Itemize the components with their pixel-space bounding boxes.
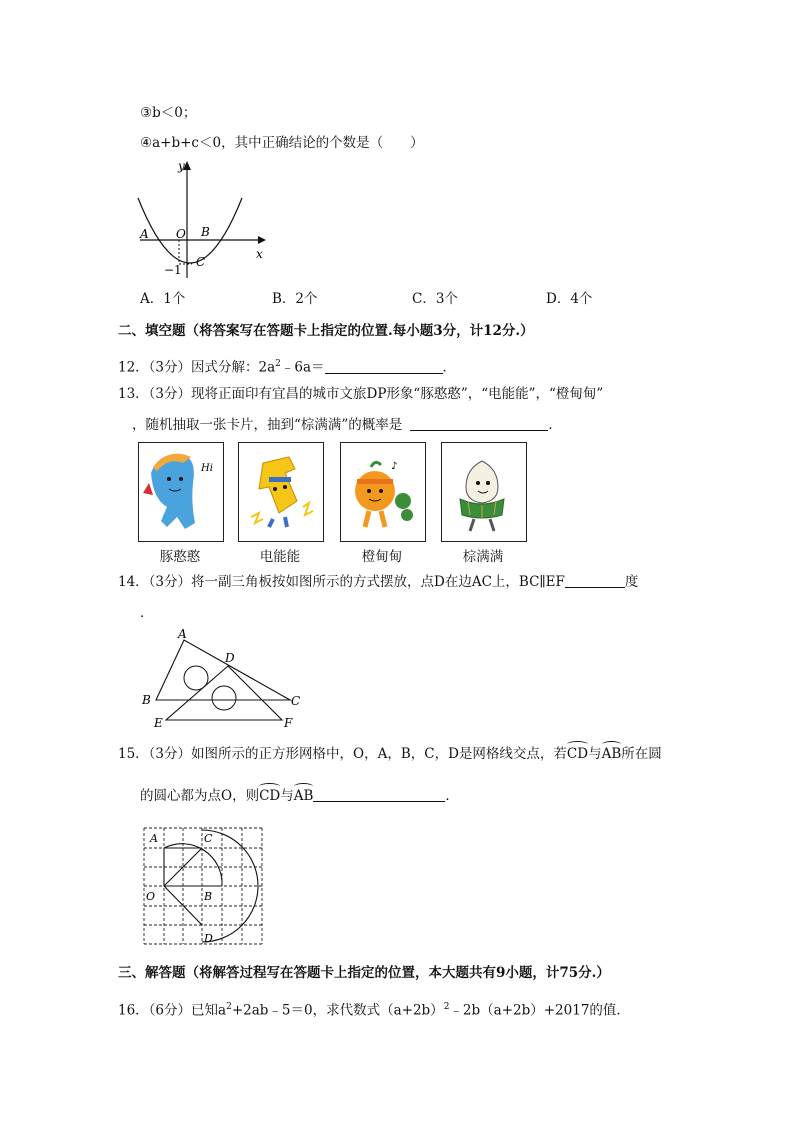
card-dolphin bbox=[138, 442, 224, 542]
q13-line1: 13．（3分）现将正面印有宜昌的城市文旅DP形象“豚憨憨”，“电能能”，“橙甸甸” bbox=[118, 386, 604, 402]
svg-text:D: D bbox=[225, 651, 235, 665]
svg-text:F: F bbox=[284, 716, 293, 730]
q15-line2: 的圆心都为点O，则CD与AB ． bbox=[140, 788, 459, 804]
q15-answer-blank bbox=[313, 787, 445, 802]
svg-text:C: C bbox=[204, 832, 213, 845]
card-orange bbox=[340, 442, 426, 542]
q11-option-a: A．1个 bbox=[140, 291, 186, 307]
point-A-label: A bbox=[140, 227, 149, 241]
q14-line1: 14．（3分）将一副三角板按如图所示的方式摆放，点D在边AC上，BC∥EF 度 bbox=[118, 574, 639, 590]
lightning-mascot-icon bbox=[239, 443, 323, 541]
card-zongzi bbox=[441, 442, 527, 542]
point-B-label: B bbox=[201, 225, 210, 239]
card-lightning bbox=[238, 442, 324, 542]
q15-line1: 15．（3分）如图所示的正方形网格中，O，A，B，C，D是网格线交点，若CD与AB所在圆 bbox=[118, 746, 662, 762]
q14-answer-blank bbox=[565, 573, 625, 588]
orange-mascot-icon bbox=[341, 443, 425, 541]
triangles-figure bbox=[136, 624, 306, 730]
q11-option-b: B．2个 bbox=[272, 291, 318, 307]
zongzi-mascot-icon bbox=[442, 443, 526, 541]
point-C-label: C bbox=[196, 255, 206, 269]
svg-text:B: B bbox=[204, 890, 213, 903]
x-axis-label: x bbox=[256, 247, 263, 261]
section2-title: 二、填空题（将答案写在答题卡上指定的位置.每小题3分，计12分.） bbox=[118, 323, 534, 339]
q11-option-c: C．3个 bbox=[412, 291, 458, 307]
svg-text:D: D bbox=[204, 932, 213, 945]
grid-figure bbox=[142, 826, 266, 948]
q11-item3: ③b＜0； bbox=[140, 105, 197, 121]
svg-text:E: E bbox=[154, 716, 163, 730]
parabola-graph bbox=[132, 158, 272, 280]
q11-item4: ④a+b+c＜0，其中正确结论的个数是（ ） bbox=[140, 135, 424, 151]
q11-option-d: D．4个 bbox=[546, 291, 593, 307]
svg-text:A: A bbox=[150, 832, 158, 845]
q13-answer-blank bbox=[410, 416, 548, 431]
y-axis-label: y bbox=[178, 159, 185, 173]
section3-title: 三、解答题（将解答过程写在答题卡上指定的位置，本大题共有9小题，计75分.） bbox=[118, 965, 610, 981]
q12-answer-blank bbox=[325, 359, 443, 374]
svg-text:C: C bbox=[291, 694, 301, 708]
svg-text:B: B bbox=[142, 693, 151, 707]
neg-one-label: −1 bbox=[164, 263, 182, 277]
q16: 16．（6分）已知$a^2+2ab﹣5=0$，求代数式$(a+2b)^2﹣2b(a+2b)+2017$的值． bbox=[118, 1002, 630, 1019]
dolphin-mascot-icon bbox=[139, 443, 223, 541]
svg-text:O: O bbox=[146, 890, 156, 903]
card-caption-1: 豚憨憨 bbox=[159, 549, 201, 565]
svg-text:A: A bbox=[178, 627, 187, 641]
card-caption-2: 电能能 bbox=[259, 549, 301, 565]
q13-line2: ，随机抽取一张卡片，抽到“棕满满”的概率是 ． bbox=[132, 417, 562, 433]
svg-text:♪: ♪ bbox=[391, 461, 398, 472]
svg-text:Hi: Hi bbox=[201, 463, 213, 474]
q14-dot: ． bbox=[140, 605, 154, 621]
q12: 12．（3分）因式分解：$2a^2﹣6a=$ ． bbox=[118, 359, 457, 376]
card-caption-4: 棕满满 bbox=[462, 549, 504, 565]
origin-label: O bbox=[176, 227, 186, 241]
card-caption-3: 橙甸甸 bbox=[361, 549, 403, 565]
